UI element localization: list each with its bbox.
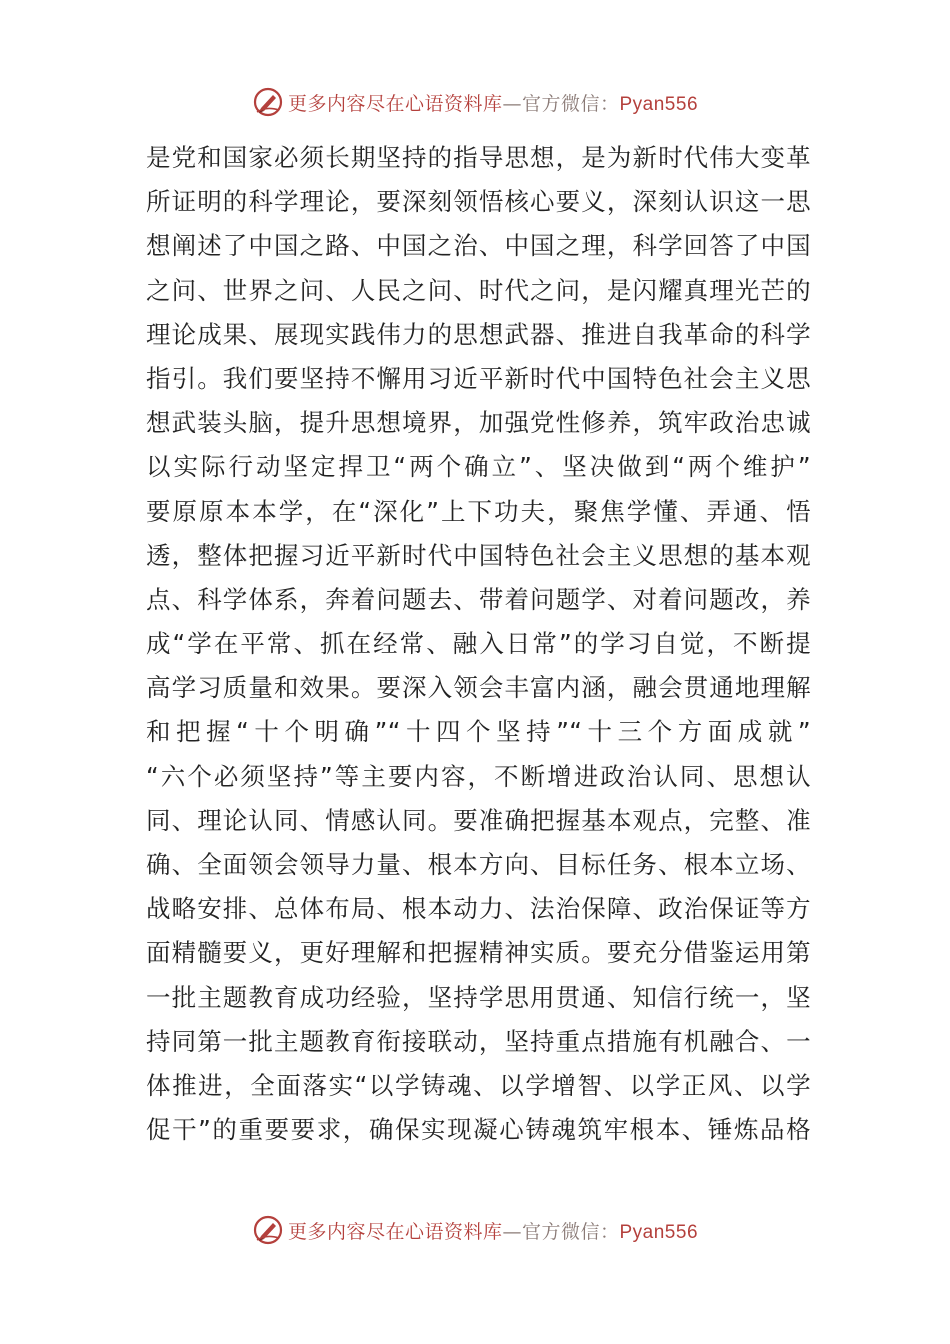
header-banner-label: 官方微信： [521,92,620,115]
text-line: 想阐述了中国之路、中国之治、中国之理，科学回答了中国 [146,231,811,261]
text-line: 是党和国家必须长期坚持的指导思想，是为新时代伟大变革 [146,143,811,172]
header-banner-main: 更多内容尽在心语资料库 [287,92,503,115]
header-banner [0,82,950,122]
footer-banner-main: 更多内容尽在心语资料库 [287,1220,503,1243]
text-line: 指引。我们要坚持不懈用习近平新时代中国特色社会主义思 [146,363,811,393]
text-line: 体推进，全面落实“以学铸魂、以学增智、以学正风、以学 [146,1070,811,1100]
footer-banner-wechat: Pyan556 [619,1221,699,1243]
text-line: 高学习质量和效果。要深入领会丰富内涵，融会贯通地理解 [146,673,811,703]
text-line: 透，整体把握习近平新时代中国特色社会主义思想的基本观 [146,540,811,570]
pen-logo-icon [252,86,284,118]
text-line: 以实际行动坚定捍卫“两个确立”、坚决做到“两个维护” [146,452,811,482]
header-banner-text [288,89,698,116]
text-line: 之问、世界之问、人民之问、时代之问，是闪耀真理光芒的 [146,275,811,305]
text-line: 持同第一批主题教育衔接联动，坚持重点措施有机融合、一 [146,1026,811,1056]
text-line: 和把握“十个明确”“十四个坚持”“十三个方面成就” [146,717,811,747]
text-line: 点、科学体系，奔着问题去、带着问题学、对着问题改，养 [146,584,811,614]
text-line: 想武装头脑，提升思想境界，加强党性修养，筑牢政治忠诚 [146,408,811,438]
text-line: 成“学在平常、抓在经常、融入日常”的学习自觉，不断提 [146,629,811,659]
footer-banner [0,1210,950,1250]
footer-banner-dash: — [502,1220,522,1243]
text-line: 确、全面领会领导力量、根本方向、目标任务、根本立场、 [146,850,811,879]
text-line: 理论成果、展现实践伟力的思想武器、推进自我革命的科学 [146,319,811,349]
text-line: 同、理论认同、情感认同。要准确把握基本观点，完整、准 [146,805,811,835]
header-banner-dash: — [502,92,522,115]
footer-banner-text [288,1217,698,1244]
text-line: 所证明的科学理论，要深刻领悟核心要义，深刻认识这一思 [146,187,811,217]
text-line: 促干”的重要要求，确保实现凝心铸魂筑牢根本、锤炼品格 [146,1115,811,1145]
text-line: 面精髓要义，更好理解和把握精神实质。要充分借鉴运用第 [146,938,811,968]
header-banner-wechat: Pyan556 [619,93,699,115]
text-line: 战略安排、总体布局、根本动力、法治保障、政治保证等方 [146,894,811,924]
text-line: “六个必须坚持”等主要内容，不断增进政治认同、思想认 [146,761,811,791]
document-body [146,136,811,1152]
text-line: 一批主题教育成功经验，坚持学思用贯通、知信行统一，坚 [146,982,811,1012]
footer-banner-label: 官方微信： [521,1220,620,1243]
text-line: 要原原本本学，在“深化”上下功夫，聚焦学懂、弄通、悟 [146,496,811,526]
pen-logo-icon [252,1214,284,1246]
